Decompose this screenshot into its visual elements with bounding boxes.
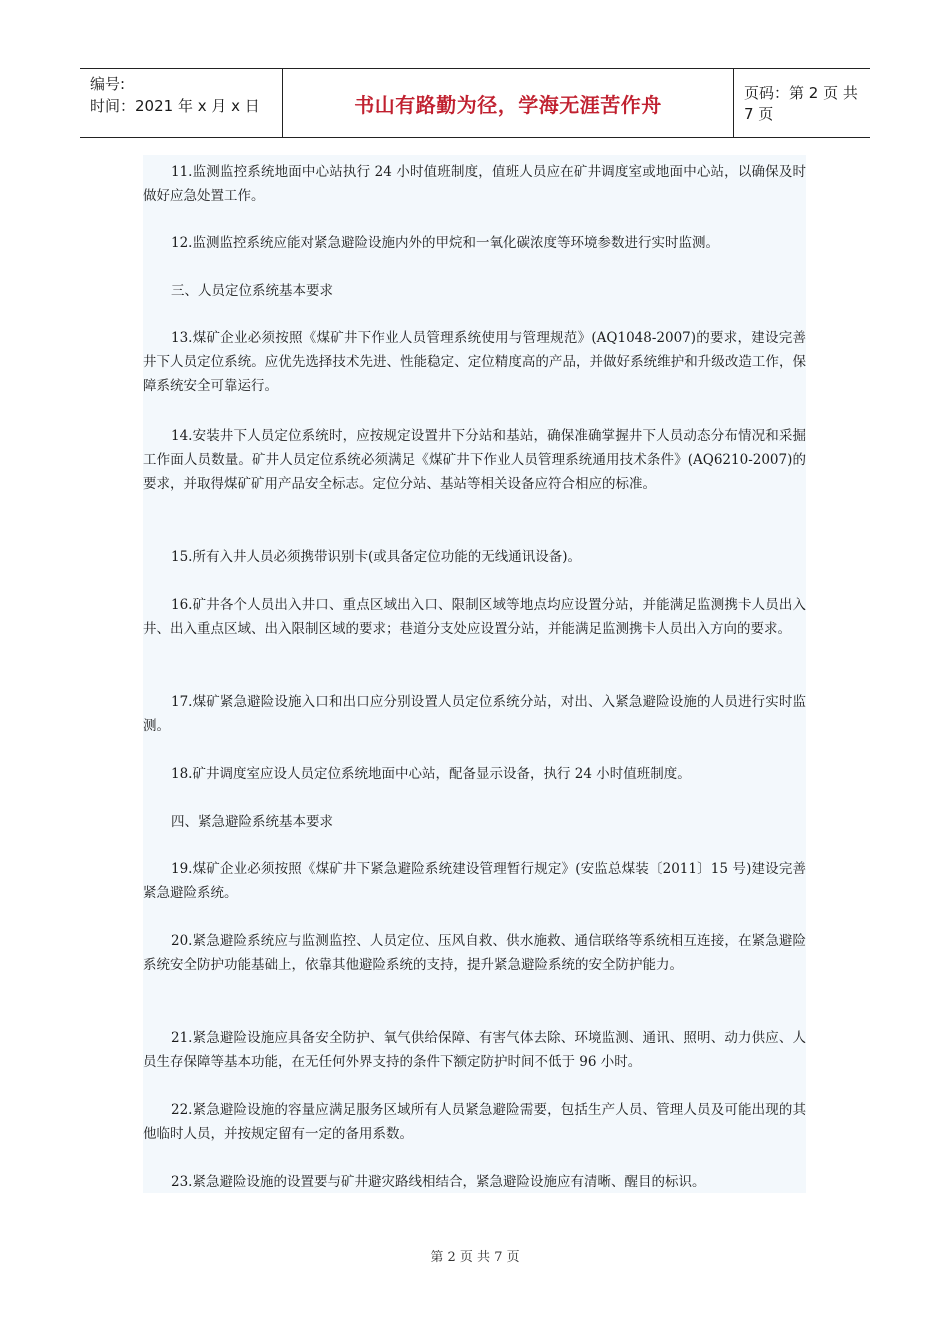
document-time-label: 时间：2021 年 x 月 x 日	[90, 97, 260, 115]
paragraph: 17.煤矿紧急避险设施入口和出口应分别设置人员定位系统分站，对出、入紧急避险设施的人员进行实时监测。	[143, 694, 806, 734]
paragraph: 14.安装井下人员定位系统时，应按规定设置井下分站和基站，确保准确掌握井下人员动态分布情况和采掘工作面人员数量。矿井人员定位系统必须满足《煤矿井下作业人员管理系统通用技术条件》(AQ6210-2007)的要求，并取得煤矿矿用产品安全标志。定位分站、基站等相关设备应符合相应的标准。	[143, 428, 806, 492]
header-motto: 书山有路勤为径，学海无涯苦作舟	[282, 69, 734, 137]
paragraph: 12.监测监控系统应能对紧急避险设施内外的甲烷和一氧化碳浓度等环境参数进行实时监测。	[171, 235, 719, 251]
paragraph: 23.紧急避险设施的设置要与矿井避灾路线相结合，紧急避险设施应有清晰、醒目的标识。	[171, 1174, 706, 1190]
paragraph: 15.所有入井人员必须携带识别卡(或具备定位功能的无线通讯设备)。	[171, 549, 582, 565]
paragraph: 19.煤矿企业必须按照《煤矿井下紧急避险系统建设管理暂行规定》(安监总煤装〔2011〕15 号)建设完善紧急避险系统。	[143, 861, 806, 901]
paragraph: 11.监测监控系统地面中心站执行 24 小时值班制度，值班人员应在矿井调度室或地面中心站，以确保及时做好应急处置工作。	[143, 164, 806, 204]
header-left-cell	[80, 69, 282, 137]
paragraph: 16.矿井各个人员出入井口、重点区域出入口、限制区域等地点均应设置分站，并能满足监测携卡人员出入井、出入重点区域、出入限制区域的要求；巷道分支处应设置分站，并能满足监测携卡人员出入方向的要求。	[143, 597, 806, 637]
paragraph: 21.紧急避险设施应具备安全防护、氧气供给保障、有害气体去除、环境监测、通讯、照明、动力供应、人员生存保障等基本功能，在无任何外界支持的条件下额定防护时间不低于 96 小时。	[143, 1030, 806, 1070]
section-heading: 三、人员定位系统基本要求	[171, 283, 333, 299]
paragraph: 20.紧急避险系统应与监测监控、人员定位、压风自救、供水施救、通信联络等系统相互连接，在紧急避险系统安全防护功能基础上，依靠其他避险系统的支持，提升紧急避险系统的安全防护能力。	[143, 933, 806, 973]
document-number-label: 编号:	[90, 75, 126, 93]
section-heading: 四、紧急避险系统基本要求	[171, 814, 333, 830]
page-footer: 第 2 页 共 7 页	[430, 1250, 520, 1265]
header-page-info: 页码：第 2 页 共 7 页	[744, 84, 858, 123]
paragraph: 13.煤矿企业必须按照《煤矿井下作业人员管理系统使用与管理规范》(AQ1048-2007)的要求，建设完善井下人员定位系统。应优先选择技术先进、性能稳定、定位精度高的产品，并做好系统维护和升级改造工作，保障系统安全可靠运行。	[143, 330, 806, 394]
paragraph: 22.紧急避险设施的容量应满足服务区域所有人员紧急避险需要，包括生产人员、管理人员及可能出现的其他临时人员，并按规定留有一定的备用系数。	[143, 1102, 806, 1142]
paragraph: 18.矿井调度室应设人员定位系统地面中心站，配备显示设备，执行 24 小时值班制度。	[171, 766, 691, 782]
page-header	[80, 68, 870, 138]
